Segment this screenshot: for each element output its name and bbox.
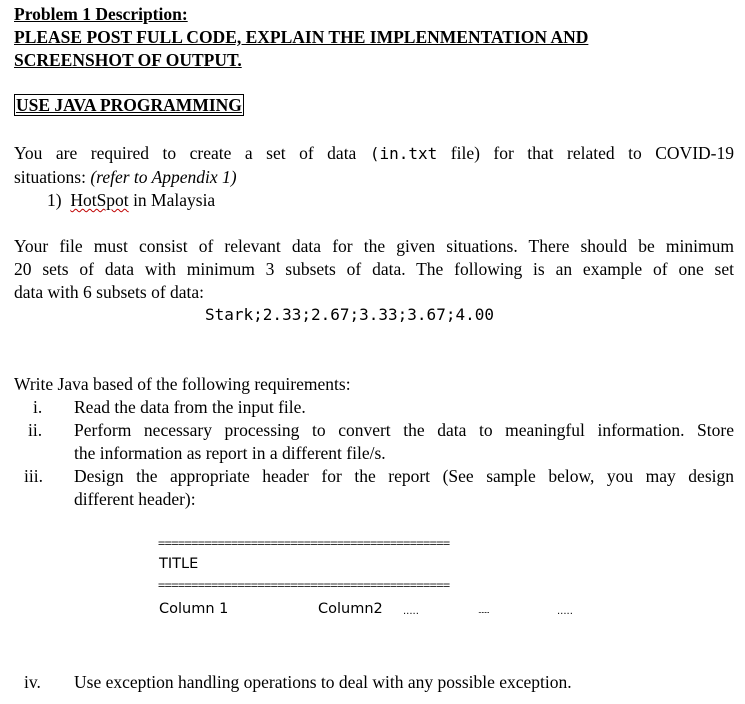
sample-title: TITLE <box>159 556 199 572</box>
sample-dots-3: ..... <box>557 606 573 617</box>
topic-number: 1) <box>47 190 62 210</box>
requirement-4-line-1: Use exception handling operations to deal with any possible exception. <box>74 672 572 692</box>
example-data: Stark;2.33;2.67;3.33;3.67;4.00 <box>205 305 494 324</box>
data-paragraph-line-3: data with 6 subsets of data: <box>14 282 205 302</box>
sample-dots-2: ....... <box>478 606 489 615</box>
requirement-1-line-1: Read the data from the input file. <box>74 397 306 417</box>
data-paragraph-line-1: Your file must consist of relevant data for the given situations. There should be minimum <box>14 236 734 256</box>
instruction-line-1: PLEASE POST FULL CODE, EXPLAIN THE IMPLENMENTATION AND <box>14 27 589 47</box>
instruction-line-2: SCREENSHOT OF OUTPUT. <box>14 50 242 70</box>
requirement-number-1: i. <box>33 397 43 417</box>
requirement-number-2: ii. <box>28 420 43 440</box>
sample-separator-bottom: ============================================ <box>158 578 450 592</box>
requirement-2-line-1: Perform necessary processing to convert the data to meaningful information. Store <box>74 420 734 440</box>
requirement-number-4: iv. <box>24 672 41 692</box>
sample-column-2: Column2 <box>318 601 383 617</box>
language-note <box>14 95 244 116</box>
intro-line-1 <box>14 143 734 164</box>
requirement-3-line-2: different header): <box>74 489 196 509</box>
requirement-number-3: iii. <box>24 466 43 486</box>
language-note-text: USE JAVA PROGRAMMING <box>16 95 242 115</box>
sample-dots-1: ..... <box>403 606 419 617</box>
intro-line-2-prefix: situations: <box>14 167 91 187</box>
intro-code: (in.txt <box>369 144 438 163</box>
intro-part-2: file) for that related to COVID-19 <box>437 143 734 163</box>
topic-word: HotSpot <box>70 190 129 210</box>
intro-line-2 <box>14 167 237 188</box>
appendix-reference: (refer to Appendix 1) <box>90 167 237 187</box>
sample-column-1: Column 1 <box>159 601 229 617</box>
sample-separator-top: ============================================ <box>158 536 450 550</box>
requirements-intro: Write Java based of the following requirements: <box>14 374 351 394</box>
topic-item <box>47 190 215 211</box>
requirement-3-line-1: Design the appropriate header for the report (See sample below, you may design <box>74 466 734 486</box>
intro-part-1: You are required to create a set of data <box>14 143 370 163</box>
data-paragraph-line-2: 20 sets of data with minimum 3 subsets of data. The following is an example of one set <box>14 259 734 279</box>
problem-title: Problem 1 Description: <box>14 4 188 24</box>
topic-rest: in Malaysia <box>128 190 216 210</box>
requirement-2-line-2: the information as report in a different file/s. <box>74 443 386 463</box>
